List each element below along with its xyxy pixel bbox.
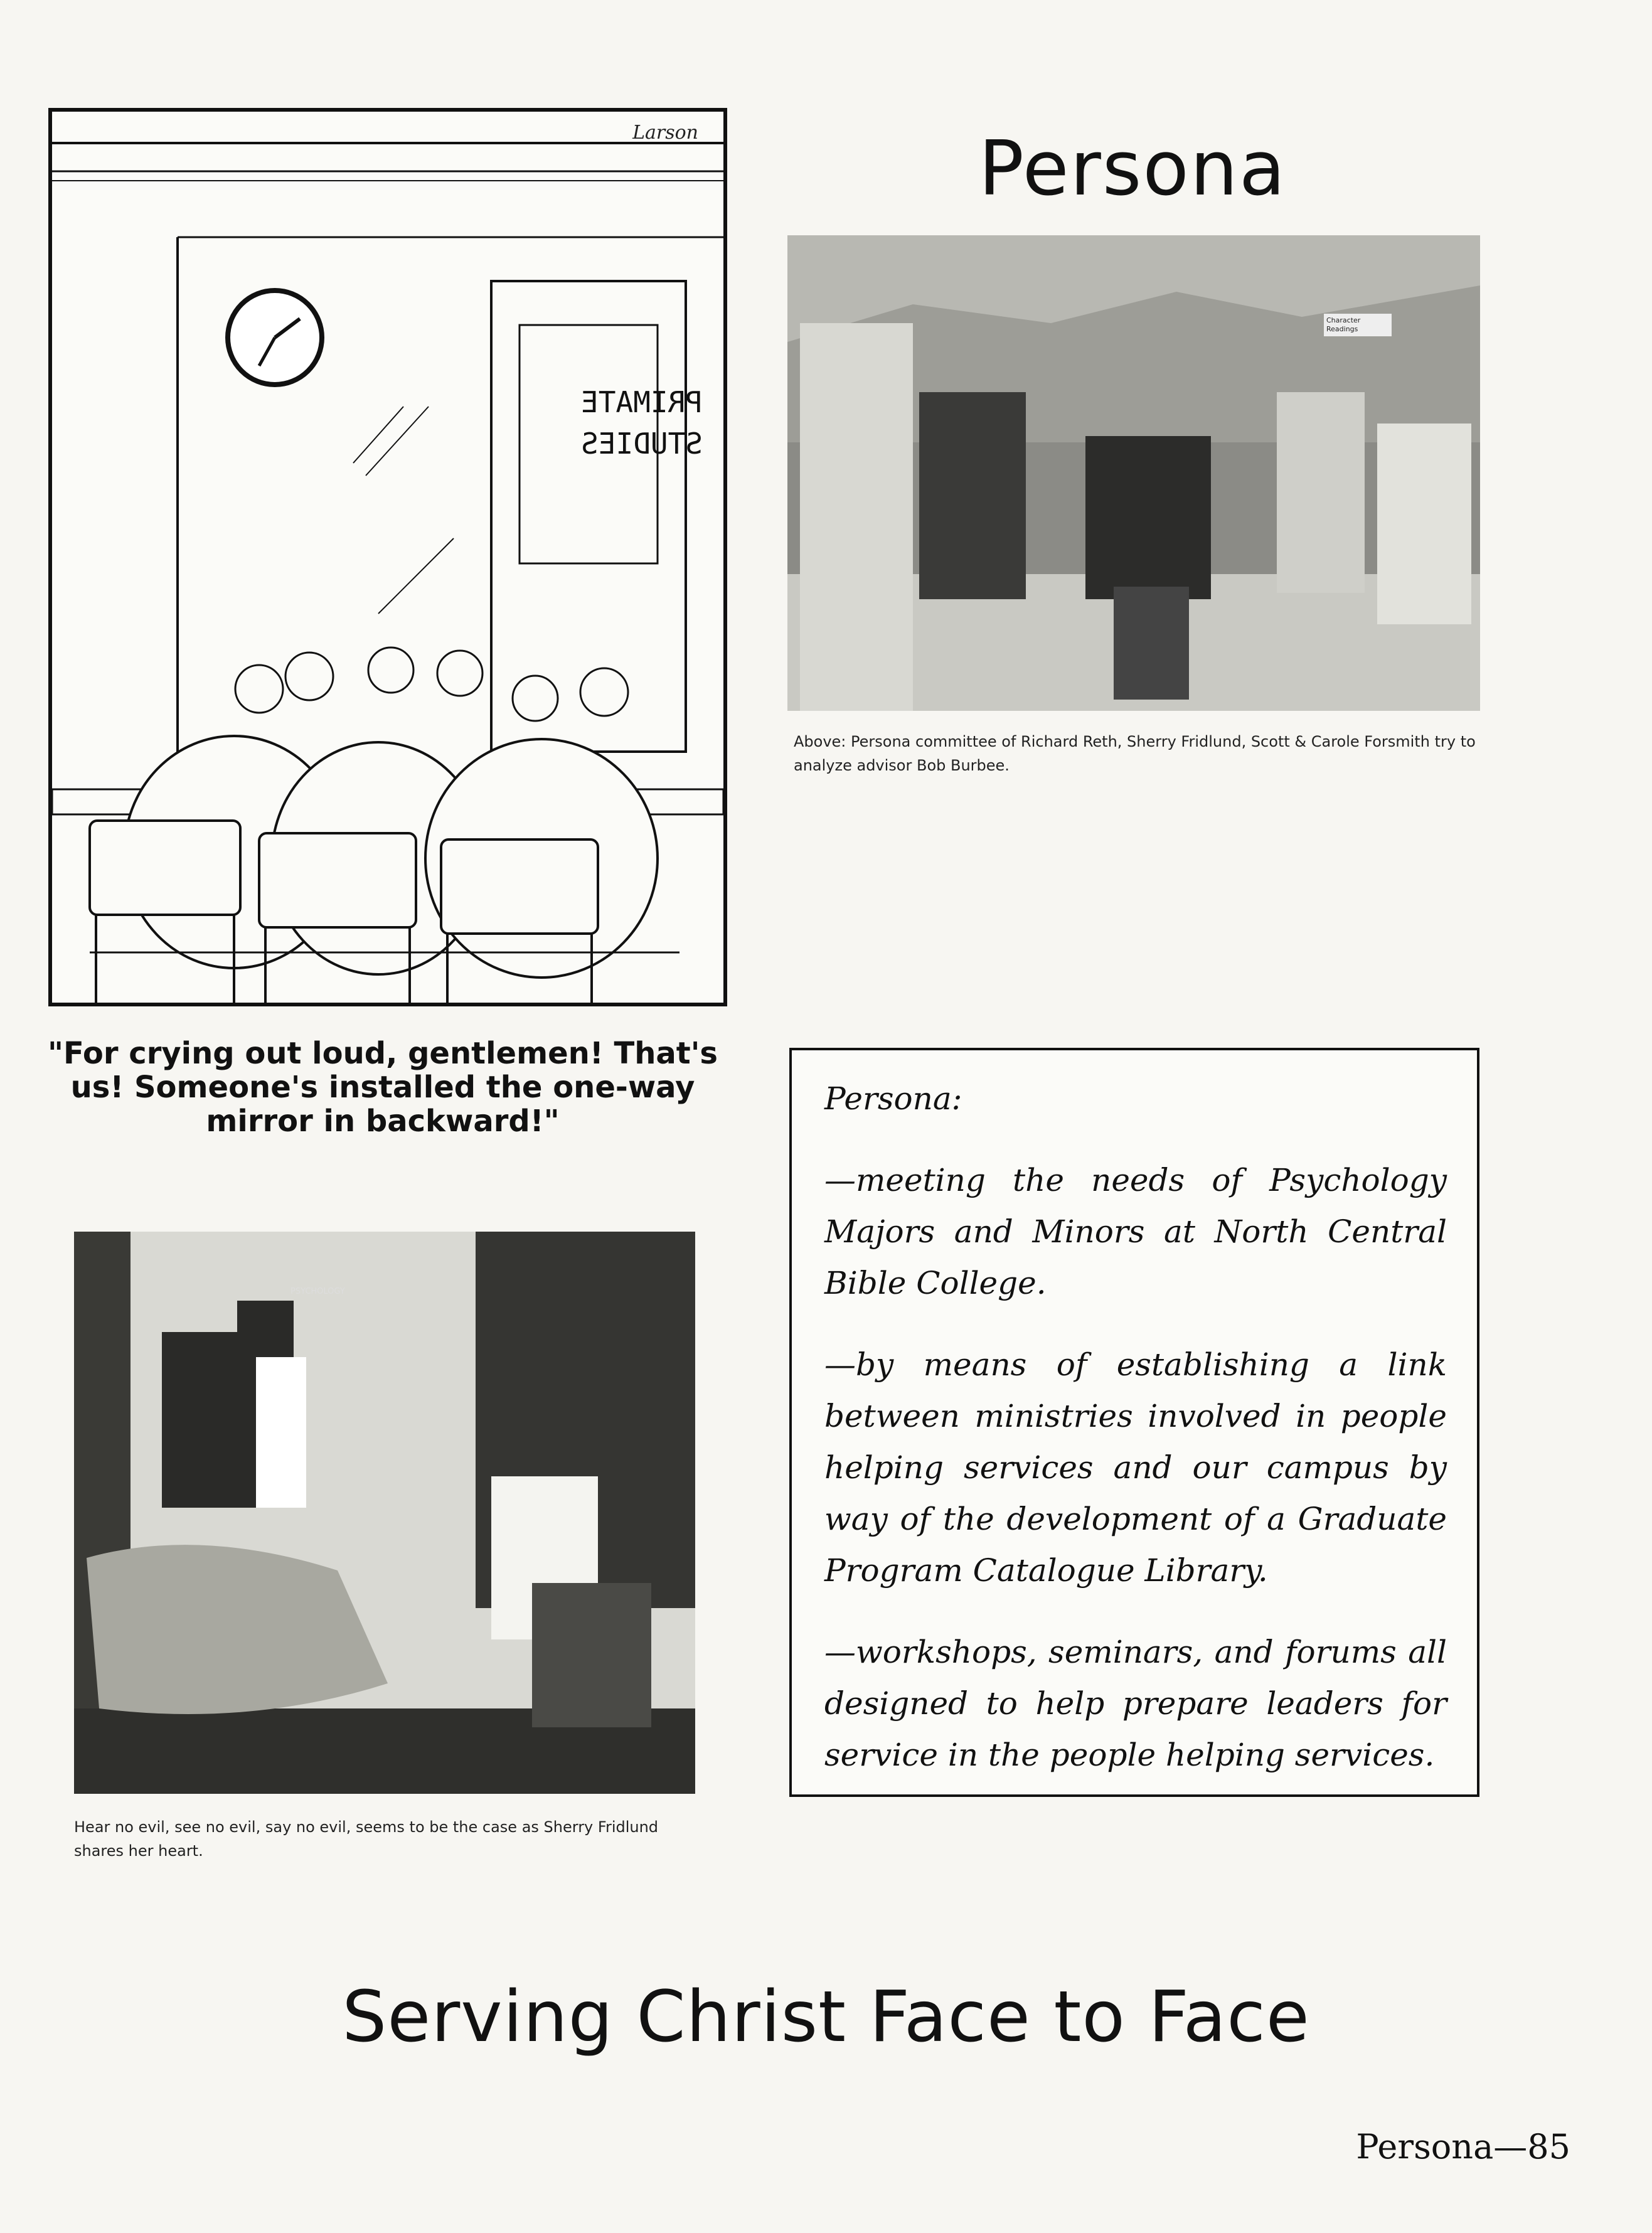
page-folio: Persona—85 (1356, 2127, 1570, 2166)
committee-photo-caption: Above: Persona committee of Richard Reth, Sherry Fridlund, Scott & Carole Forsmith try to analyze advisor Bob Burbee. (794, 733, 1476, 774)
mission-statement-box (789, 1048, 1479, 1797)
mission-heading: Persona: (824, 1080, 962, 1117)
committee-photo (787, 235, 1480, 711)
page-title: Persona (978, 125, 1287, 213)
cartoon-drawing (52, 112, 723, 1003)
door-sign (579, 381, 705, 464)
mission-point-3: —workshops, seminars, and forums all designed to help prepare leaders for service in the people helping services. (824, 1634, 1447, 1773)
hear-no-evil-caption: Hear no evil, see no evil, say no evil, seems to be the case as Sherry Fridlund shares her heart. (74, 1818, 659, 1860)
door-sign-line-1: PRIMATE (581, 385, 703, 419)
wall-sign: Character Readings (1324, 314, 1392, 336)
cartoon-caption: "For crying out loud, gentlemen! That's us! Someone's installed the one-way mirror in backward!" (48, 1036, 718, 1139)
mission-point-1: —meeting the needs of Psychology Majors and Minors at North Central Bible College. (824, 1162, 1447, 1301)
cartoonist-signature: Larson (632, 122, 698, 144)
mission-point-2: —by means of establishing a link between ministries involved in people helping services and our campus by way of the development of a Graduate Program Catalogue Library. (824, 1346, 1447, 1589)
page-tagline: Serving Christ Face to Face (342, 1976, 1310, 2058)
door-sign-line-2: STUDIES (581, 427, 703, 461)
hear-no-evil-photo (74, 1232, 695, 1794)
cartoon-panel (48, 108, 727, 1006)
psychology-poster: PSYCHOLOGY (290, 1287, 345, 1296)
